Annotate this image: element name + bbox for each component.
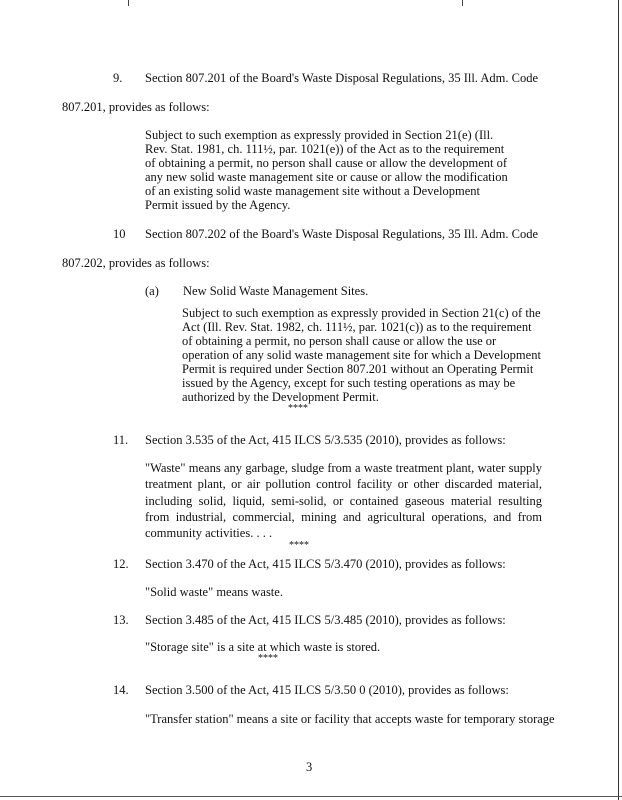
- paragraph-lead: Section 3.485 of the Act, 415 ILCS 5/3.485 (2010), provides as follows:: [145, 613, 506, 627]
- page-number: 3: [306, 760, 313, 774]
- paragraph-number: 13.: [113, 613, 129, 627]
- subsection-heading: New Solid Waste Management Sites.: [183, 284, 369, 298]
- block-quote: Subject to such exemption as expressly provided in Section 21(e) (Ill. Rev. Stat. 1981, ch. 111½, par. 1021(e)) of the Act as to the requirement of obtaining a permit, no person shall cause or allow the development of any new solid waste management site or cause or allow the modification of an existing solid waste management site without a Development Permit issued by the Agency.: [145, 128, 508, 212]
- ellipsis-stars: ****: [288, 403, 308, 414]
- paragraph-continuation: 807.201, provides as follows:: [62, 100, 210, 114]
- paragraph-continuation: 807.202, provides as follows:: [62, 256, 210, 270]
- scan-mark-right: [462, 0, 463, 6]
- paragraph-lead: Section 807.202 of the Board's Waste Disposal Regulations, 35 Ill. Adm. Code: [145, 227, 538, 241]
- paragraph-lead: Section 807.201 of the Board's Waste Disposal Regulations, 35 Ill. Adm. Code: [145, 71, 538, 85]
- block-quote: Subject to such exemption as expressly provided in Section 21(c) of the Act (Ill. Rev. Stat. 1982, ch. 111½, par. 1021(c)) as to the requirement of obtaining a permit, no person shall cause or allow the use or operation of any solid waste management site for which a Development Permit is required under Section 807.201 without an Operating Permit issued by the Agency, except for such testing operations as may be authorized by the Development Permit.: [182, 306, 541, 404]
- ellipsis-stars: ****: [289, 540, 309, 551]
- paragraph-number: 14.: [113, 683, 129, 697]
- paragraph-number: 12.: [113, 557, 129, 571]
- block-quote: "Transfer station" means a site or facility that accepts waste for temporary storage: [145, 712, 555, 726]
- paragraph-lead: Section 3.500 of the Act, 415 ILCS 5/3.50 0 (2010), provides as follows:: [145, 683, 509, 697]
- paragraph-number: 9.: [113, 71, 123, 85]
- paragraph-number: 11.: [113, 433, 129, 447]
- page-edge-right: [618, 0, 619, 800]
- ellipsis-stars: ****: [258, 653, 278, 664]
- block-quote: "Solid waste" means waste.: [145, 585, 283, 599]
- paragraph-number: 10: [113, 227, 126, 241]
- scan-mark-left: [128, 0, 129, 6]
- block-quote: "Waste" means any garbage, sludge from a waste treatment plant, water supply treatment plant, or air pollution control facility or other discarded material, including solid, liquid, semi-solid, or contained gaseous material resulting from industrial, commercial, mining and agricultural operations, and from community activities. . . .: [145, 461, 542, 541]
- page-edge-bottom: [0, 796, 622, 797]
- paragraph-lead: Section 3.535 of the Act, 415 ILCS 5/3.535 (2010), provides as follows:: [145, 433, 506, 447]
- subsection-label: (a): [145, 284, 159, 298]
- paragraph-lead: Section 3.470 of the Act, 415 ILCS 5/3.470 (2010), provides as follows:: [145, 557, 506, 571]
- block-quote: "Storage site" is a site at which waste is stored.: [145, 640, 381, 654]
